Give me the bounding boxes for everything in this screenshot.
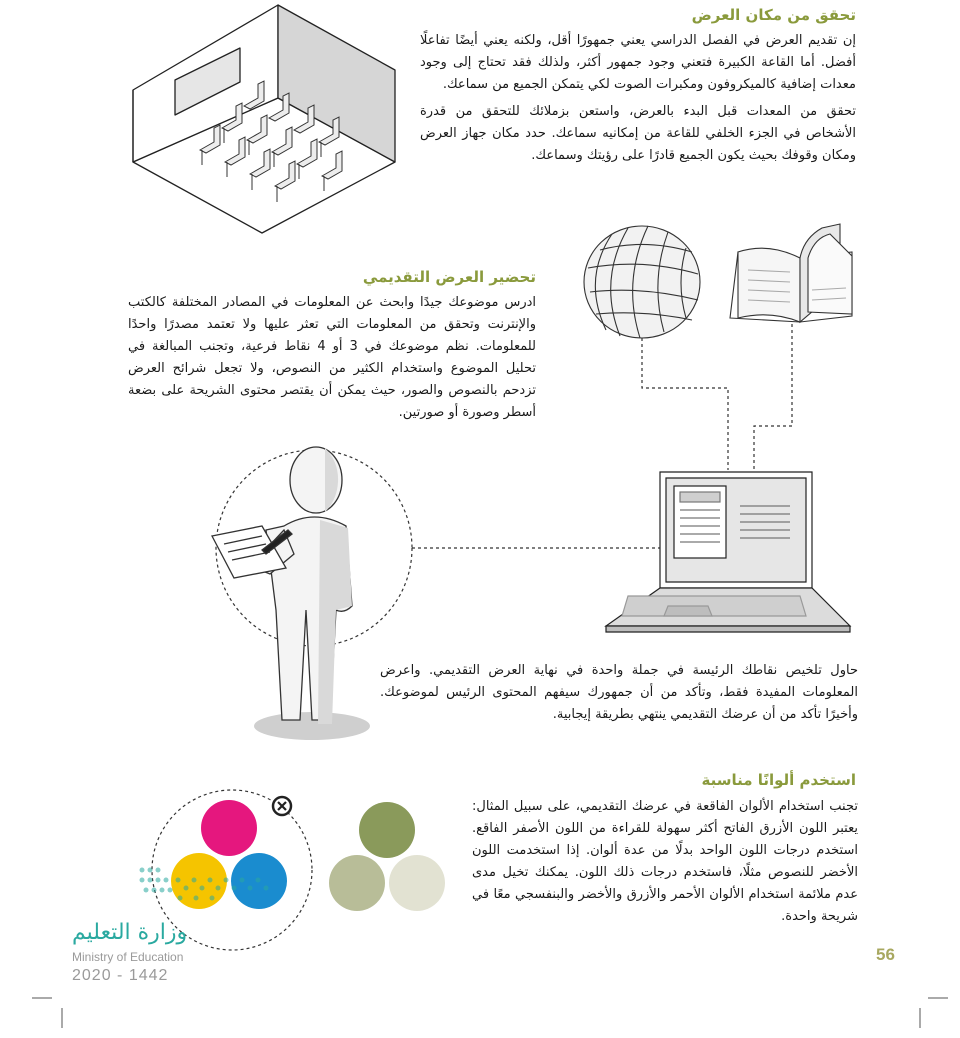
- prepare-paragraph-2: حاول تلخيص نقاطك الرئيسة في جملة واحدة في نهاية العرض التقديمي. واعرض المعلومات المفيدة فقط، وتأكد من أن جمهورك سيفهم المحتوى الرئيس لموضوعك. وأخيرًا تأكد من أن عرضك التقديمي ينتهي بطريقة إيجابية.: [380, 663, 858, 722]
- section-heading-venue: تحقق من مكان العرض: [691, 6, 856, 24]
- ministry-logo-arabic: وزارة التعليم: [72, 920, 188, 945]
- good-color-mid: [329, 855, 385, 911]
- venue-paragraph-1: إن تقديم العرض في الفصل الدراسي يعني جمهورًا أقل، ولكنه يعني أيضًا تفاعلًا أفضل. أما القاعة الكبيرة فتعني وجود جمهور أكثر، ولذلك فقد تحتاج إلى وجود معدات إضافية كالميكروفون ومكبرات الصوت لكي يتمكن الجميع من سماعك.: [420, 33, 856, 92]
- good-color-light: [389, 855, 445, 911]
- ministry-year: 2020 - 1442: [72, 967, 169, 984]
- section-heading-colors: استخدم ألوانًا مناسبة: [701, 771, 856, 789]
- ministry-logo-english: Ministry of Education: [72, 950, 184, 964]
- bad-color-magenta: [201, 800, 257, 856]
- good-color-dark: [359, 802, 415, 858]
- colors-paragraph: تجنب استخدام الألوان الفاقعة في عرضك التقديمي، على سبيل المثال: يعتبر اللون الأزرق الفاتح أكثر سهولة للقراءة من اللون الأصفر الفاقع. استخدم درجات اللون الواحد بدلًا من عدة ألوان. إذا استخدمت اللون الأخضر للنصوص مثلًا، فاستخدم درجات ذلك اللون. يمكنك تخيل مدى عدم ملائمة استخدام الألوان الأحمر والأزرق والأخضر والبنفسجي معًا في شريحة واحدة.: [472, 799, 858, 924]
- venue-paragraph-2: تحقق من المعدات قبل البدء بالعرض، واستعن بزملائك للتحقق من قدرة الأشخاص في الجزء الخلفي للقاعة من إمكانيه سماعك. حدد مكان جهاز العرض ومكان وقوفك بحيث يكون الجميع قادرًا على رؤيتك وسماعك.: [420, 104, 856, 163]
- prepare-paragraph-1: ادرس موضوعك جيدًا وابحث عن المعلومات في المصادر المختلفة كالكتب والإنترنت وتحقق من المعلومات التي تعثر عليها ولا تعتمد مصدرًا واحدًا للمعلومات. نظم موضوعك في 3 أو 4 نقاط فرعية، وتجنب المبالغة في تحليل الموضوع واستخدام الكثير من النصوص، ولا تجعل شرائح العرض تزدحم بالنصوص والصور، حيث يمكن أن يقتصر محتوى الشريحة على بضعة أسطر وصورة أو صورتين.: [128, 295, 537, 420]
- page-number: 56: [876, 945, 895, 964]
- close-icon[interactable]: [273, 797, 291, 815]
- section-heading-prepare: تحضير العرض التقديمي: [362, 268, 536, 286]
